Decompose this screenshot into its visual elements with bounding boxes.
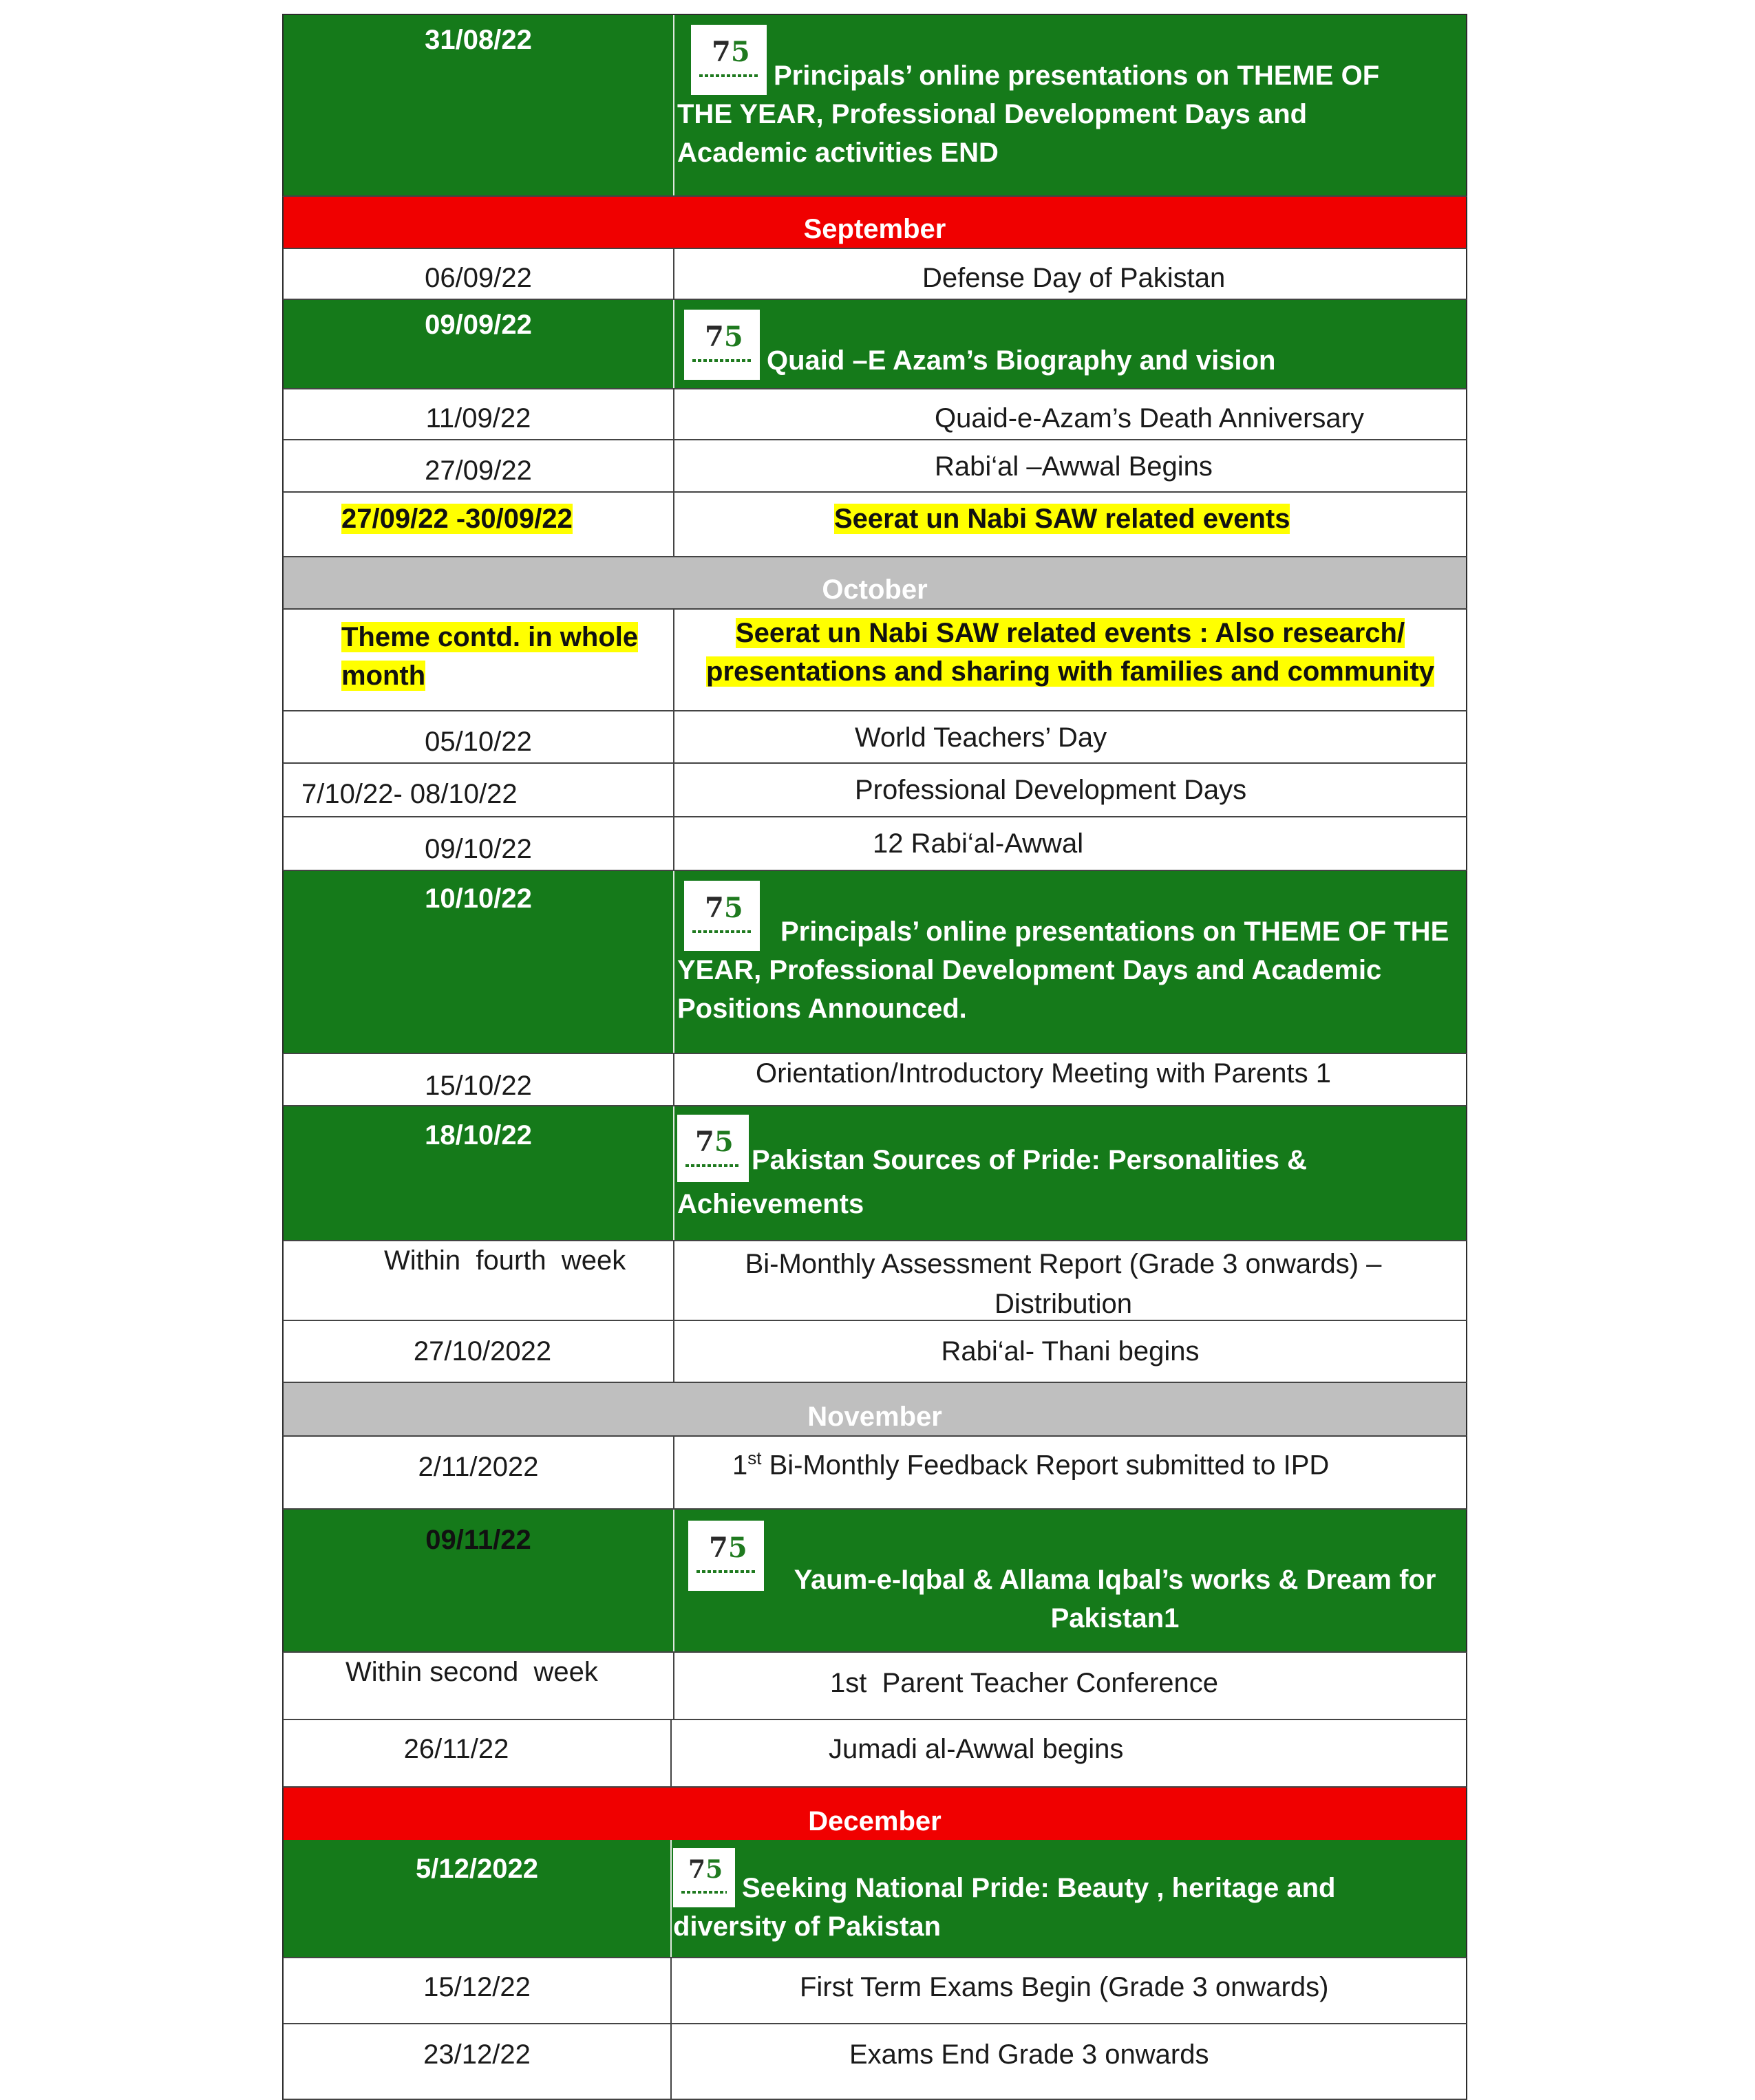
table-row: [282, 2024, 1467, 2100]
event-text: Bi-Monthly Feedback Report submitted to IPD: [761, 1450, 1330, 1481]
event-cell: [674, 300, 1466, 388]
event-text: Principals’ online presentations on THEME OF THE YEAR, Professional Development Days and Academic activities END: [677, 61, 1380, 168]
date-cell: 09/10/22: [284, 817, 674, 870]
highlighted-event: Seerat un Nabi SAW related events: [834, 504, 1290, 534]
month-header-november: November: [282, 1383, 1467, 1435]
date-cell: 10/10/22: [284, 871, 674, 1053]
event-text: Principals’ online presentations on THEME OF THE YEAR, Professional Development Days and Academic Positions Announced.: [677, 917, 1449, 1024]
table-row: [282, 300, 1467, 389]
event-cell: World Teachers’ Day: [855, 722, 1107, 753]
date-cell: 23/12/22: [284, 2024, 672, 2099]
date-cell: [284, 493, 674, 556]
event-cell: [674, 871, 1466, 1053]
event-cell: Defense Day of Pakistan: [922, 263, 1226, 293]
date-cell: 27/09/22: [284, 440, 674, 491]
event-cell: [674, 1510, 1466, 1651]
jubilee-75-logo-icon: 75: [684, 881, 760, 951]
date-cell: 15/10/22: [284, 1054, 674, 1105]
month-header-october: October: [282, 557, 1467, 608]
event-cell: Quaid-e-Azam’s Death Anniversary: [935, 403, 1364, 433]
event-cell: Orientation/Introductory Meeting with Parents 1: [756, 1058, 1331, 1089]
jubilee-75-logo-icon: 75: [677, 1115, 749, 1182]
jubilee-75-logo-icon: 75: [688, 1521, 764, 1591]
event-text: Yaum-e-Iqbal & Allama Iqbal’s works & Dream for Pakistan1: [794, 1565, 1436, 1633]
event-text: Pakistan Sources of Pride: Personalities & Achievements: [677, 1145, 1307, 1219]
date-cell: 18/10/22: [284, 1106, 674, 1240]
table-row: [282, 764, 1467, 817]
table-row: [282, 1435, 1467, 1510]
table-row: [282, 1241, 1467, 1321]
date-cell: 26/11/22: [284, 1720, 672, 1786]
highlighted-event: Seerat un Nabi SAW related events : Also research/ presentations and sharing with families and community: [706, 618, 1434, 687]
date-cell: 09/11/22: [284, 1510, 674, 1651]
table-row: [282, 817, 1467, 871]
event-cell: 12 Rabi‘al-Awwal: [873, 828, 1084, 859]
date-cell: Within second week: [284, 1653, 674, 1719]
jubilee-75-logo-icon: 75: [684, 310, 760, 380]
date-cell: 7/10/22- 08/10/22: [284, 764, 674, 816]
jubilee-75-logo-icon: 75: [691, 25, 767, 95]
date-cell: 31/08/22: [284, 15, 674, 195]
event-cell: [674, 1106, 1466, 1240]
table-row: [282, 1510, 1467, 1653]
event-cell: Exams End Grade 3 onwards: [849, 2039, 1209, 2070]
jubilee-75-logo-icon: 75: [673, 1848, 735, 1907]
table-row: [282, 1958, 1467, 2024]
date-cell: 15/12/22: [284, 1958, 672, 2023]
event-cell: [674, 15, 1466, 195]
month-header-december: December: [282, 1788, 1467, 1840]
table-row: [282, 1720, 1467, 1788]
date-cell: 27/10/2022: [284, 1321, 674, 1382]
ordinal-number: 1: [732, 1450, 748, 1481]
event-cell: [674, 610, 1466, 710]
date-cell: Within fourth week: [284, 1241, 674, 1320]
event-cell: [674, 493, 1466, 556]
event-cell: Rabi‘al –Awwal Begins: [935, 451, 1213, 482]
date-cell: 05/10/22: [284, 711, 674, 762]
table-row: [282, 608, 1467, 711]
event-text: Quaid –E Azam’s Biography and vision: [767, 345, 1276, 376]
table-row: [282, 1653, 1467, 1720]
date-cell: 09/09/22: [284, 300, 674, 388]
table-row: [282, 1106, 1467, 1241]
table-row: [282, 248, 1467, 300]
calendar-table: [282, 14, 1467, 2100]
table-row: [282, 1840, 1467, 1958]
event-text: Seeking National Pride: Beauty , heritage and diversity of Pakistan: [673, 1873, 1336, 1942]
month-header-september: September: [282, 197, 1467, 248]
date-cell: 06/09/22: [284, 249, 674, 299]
event-cell: Professional Development Days: [855, 775, 1247, 805]
event-cell: [674, 1437, 1466, 1508]
table-row: [282, 871, 1467, 1054]
date-cell: [284, 610, 674, 710]
date-cell: 5/12/2022: [284, 1840, 672, 1957]
table-row: [282, 711, 1467, 764]
event-cell: Jumadi al-Awwal begins: [829, 1734, 1124, 1764]
event-cell: Rabi‘al- Thani begins: [941, 1336, 1200, 1367]
date-cell: 2/11/2022: [284, 1437, 674, 1508]
highlighted-date: 27/09/22 -30/09/22: [341, 504, 573, 534]
table-row: [282, 1321, 1467, 1383]
event-cell: 1st Parent Teacher Conference: [830, 1668, 1219, 1698]
table-row: [282, 389, 1467, 440]
ordinal-suffix: st: [747, 1448, 762, 1468]
table-row: [282, 493, 1467, 557]
highlighted-date: Theme contd. in whole month: [341, 622, 639, 691]
table-row: [282, 1054, 1467, 1106]
event-cell: [672, 1840, 1466, 1957]
table-row: [282, 440, 1467, 493]
event-cell: First Term Exams Begin (Grade 3 onwards): [800, 1972, 1329, 2002]
event-cell: Bi-Monthly Assessment Report (Grade 3 onwards) – Distribution: [745, 1249, 1382, 1319]
table-row: [282, 14, 1467, 197]
date-cell: 11/09/22: [284, 389, 674, 439]
